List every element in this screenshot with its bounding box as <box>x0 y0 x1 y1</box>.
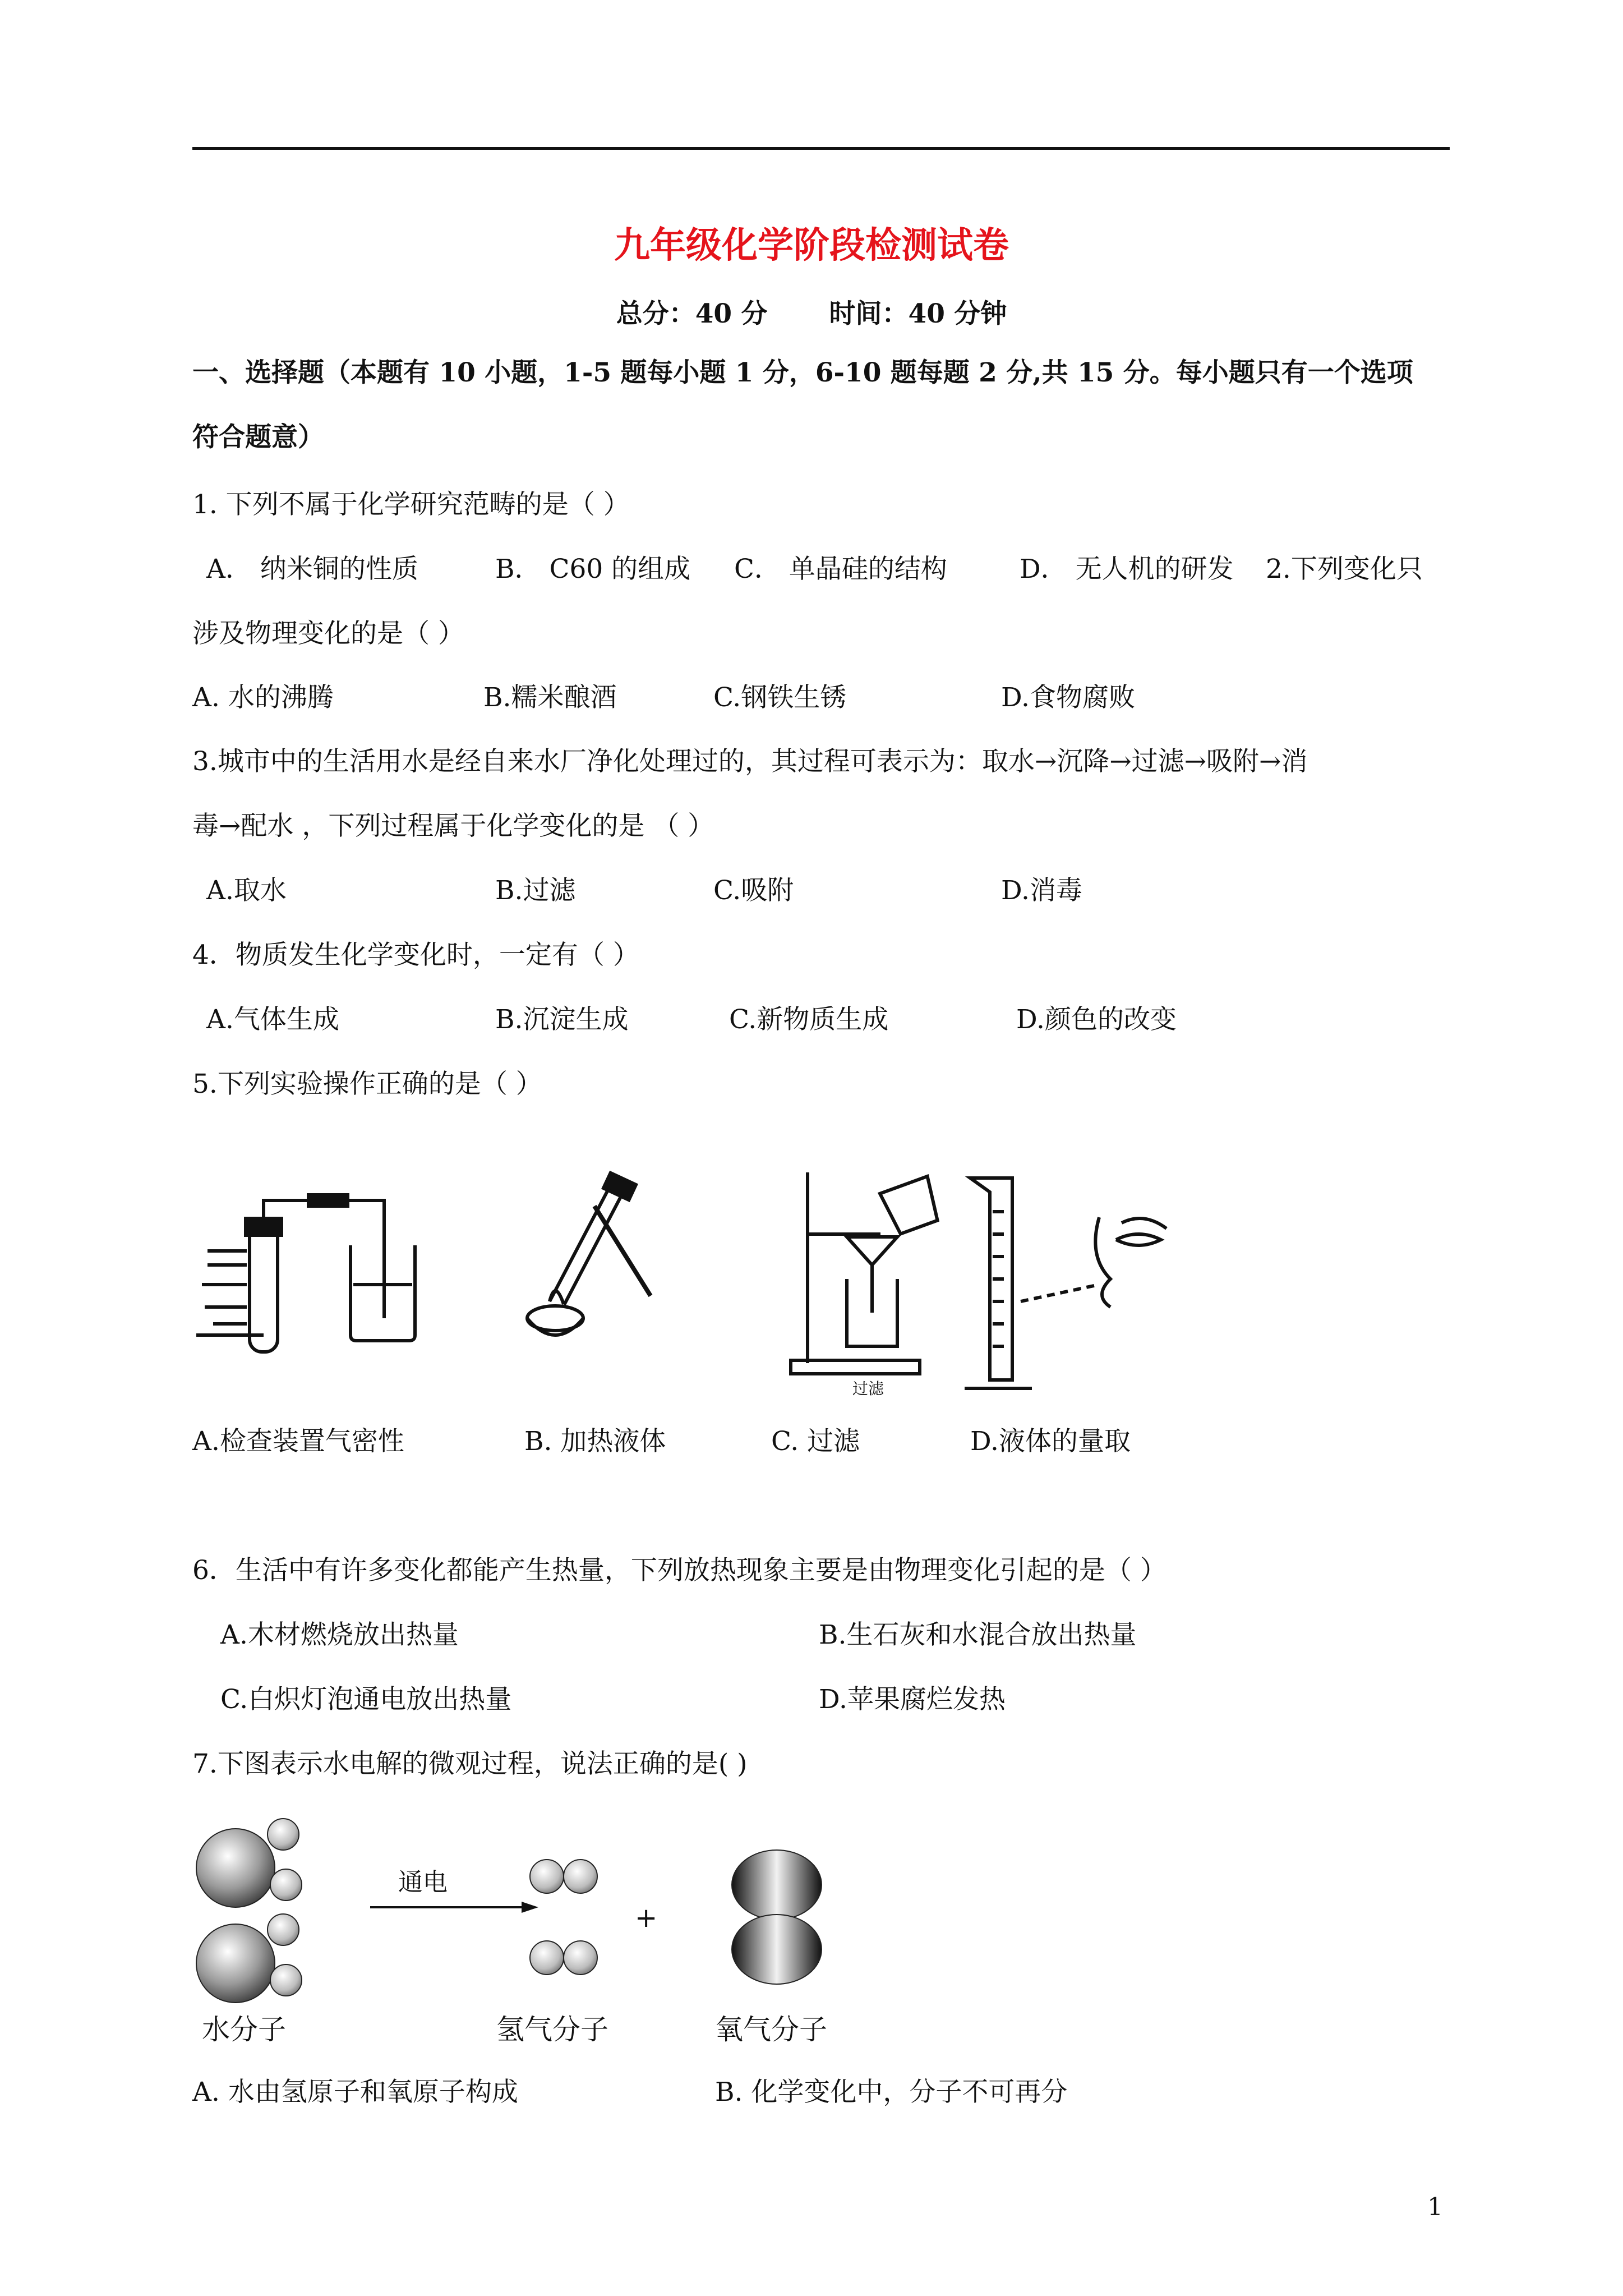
plus-sign: + <box>635 1902 658 1934</box>
header-rule <box>192 147 1450 150</box>
hydrogen-molecule-1 <box>530 1860 597 1893</box>
page-number: 1 <box>1427 2193 1443 2221</box>
q5-option-a: A.检查装置气密性 <box>192 1426 404 1457</box>
q4-option-d: D.颜色的改变 <box>1016 1004 1177 1035</box>
q5-apparatus-figures <box>191 1167 1178 1402</box>
water-molecule-1 <box>196 1819 302 1907</box>
exam-info <box>0 297 1623 331</box>
water-molecule-label: 水分子 <box>202 2013 286 2046</box>
exam-time: 时间：40 分钟 <box>829 298 1007 329</box>
q2-option-a: A. 水的沸腾 <box>192 682 334 713</box>
q6-stem: 6．生活中有许多变化都能产生热量，下列放热现象主要是由物理变化引起的是（ ） <box>192 1555 1166 1586</box>
airtightness-apparatus-figure <box>196 1195 415 1352</box>
q3-option-a: A.取水 <box>206 875 287 906</box>
total-score: 总分：40 分 <box>616 298 768 329</box>
q2-option-d: D.食物腐败 <box>1001 682 1135 713</box>
page-title: 九年级化学阶段检测试卷 <box>614 224 1009 266</box>
q2-stem-end: 涉及物理变化的是（ ） <box>192 618 464 649</box>
q4-option-b: B.沉淀生成 <box>495 1004 629 1035</box>
reaction-arrow <box>370 1902 538 1913</box>
hydrogen-molecule-label: 氢气分子 <box>496 2013 608 2046</box>
arrow-label: 通电 <box>398 1868 448 1897</box>
q7-stem: 7.下图表示水电解的微观过程，说法正确的是( ) <box>192 1749 748 1779</box>
q1-option-d: D． 无人机的研发 <box>1020 554 1234 585</box>
q1-option-a: A． 纳米铜的性质 <box>206 554 418 585</box>
q1-stem: 1. 下列不属于化学研究范畴的是（ ） <box>192 489 630 520</box>
q6-option-a: A.木材燃烧放出热量 <box>220 1619 459 1650</box>
section-heading-line1: 一、选择题（本题有 10 小题，1-5 题每小题 1 分，6-10 题每题 2 分,共 15 分。每小题只有一个选项 <box>192 357 1413 388</box>
q5-option-b: B. 加热液体 <box>524 1426 666 1457</box>
graduated-cylinder-figure <box>965 1178 1166 1388</box>
q2-stem-start: 2.下列变化只 <box>1266 554 1423 585</box>
oxygen-molecule-label: 氧气分子 <box>715 2013 827 2046</box>
q5-stem: 5.下列实验操作正确的是（ ） <box>192 1069 542 1099</box>
q6-option-d: D.苹果腐烂发热 <box>819 1684 1006 1715</box>
heating-liquid-figure <box>527 1173 651 1335</box>
filtration-caption: 过滤 <box>852 1379 884 1398</box>
q6-option-c: C.白炽灯泡通电放出热量 <box>220 1684 512 1715</box>
section-heading-line2: 符合题意） <box>192 422 324 453</box>
q3-option-c: C.吸附 <box>713 875 794 906</box>
hydrogen-molecule-2 <box>530 1941 597 1975</box>
q3-option-b: B.过滤 <box>495 875 576 906</box>
q4-option-c: C.新物质生成 <box>729 1004 889 1035</box>
q5-option-d: D.液体的量取 <box>970 1426 1131 1457</box>
water-molecule-2 <box>196 1914 302 2003</box>
q2-option-b: B.糯米酿酒 <box>483 682 617 713</box>
q7-option-a: A. 水由氢原子和氧原子构成 <box>192 2077 518 2108</box>
q3-option-d: D.消毒 <box>1001 875 1082 906</box>
q5-option-c: C. 过滤 <box>771 1426 860 1457</box>
q4-stem: 4．物质发生化学变化时，一定有（ ） <box>192 940 639 970</box>
q3-stem-line1: 3.城市中的生活用水是经自来水厂净化处理过的，其过程可表示为：取水→沉降→过滤→吸附→消 <box>192 746 1308 777</box>
q7-option-b: B. 化学变化中，分子不可再分 <box>715 2077 1068 2108</box>
q6-option-b: B.生石灰和水混合放出热量 <box>819 1619 1137 1650</box>
q3-stem-line2: 毒→配水 ，下列过程属于化学变化的是 （ ） <box>192 811 714 841</box>
q1-option-c: C． 单晶硅的结构 <box>734 554 947 585</box>
filtration-figure <box>791 1172 943 1374</box>
water-electrolysis-figure <box>191 1812 942 2059</box>
q2-option-c: C.钢铁生锈 <box>713 682 847 713</box>
q4-option-a: A.气体生成 <box>206 1004 339 1035</box>
q1-option-b: B． C60 的组成 <box>495 554 691 585</box>
oxygen-molecule <box>732 1850 822 1984</box>
